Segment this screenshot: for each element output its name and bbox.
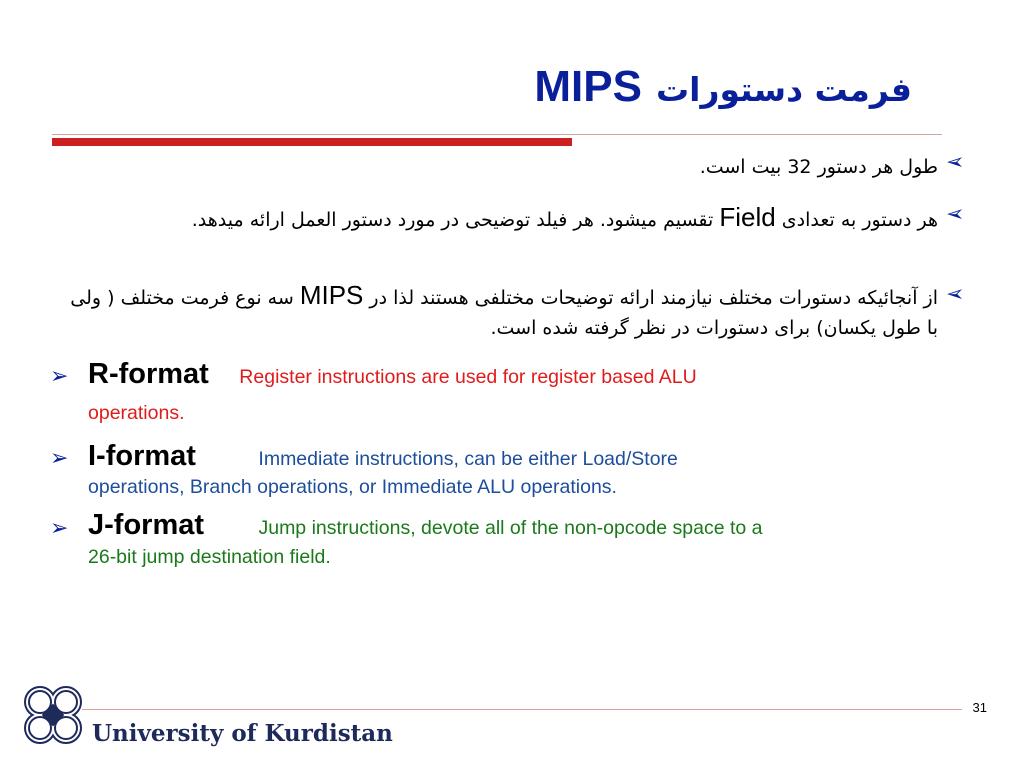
i-format-label: I-format <box>88 440 196 472</box>
university-logo-icon <box>18 680 88 750</box>
bullet-fa-2-part1: هر دستور به تعدادی <box>775 209 938 231</box>
i-format-desc-cont: operations, Branch operations, or Immediate ALU operations. <box>88 476 617 498</box>
title-divider-line <box>52 134 942 135</box>
title-accent-bar <box>52 138 572 146</box>
slide-title <box>534 62 912 132</box>
bullet-fa-3 <box>58 280 938 343</box>
r-format-desc: Register instructions are used for register based ALU <box>239 366 697 388</box>
bullet-fa-3-latin: MIPS <box>299 280 364 310</box>
j-format-desc-cont: 26-bit jump destination field. <box>88 546 331 568</box>
university-name: University of Kurdistan <box>92 720 393 747</box>
bullet-fa-2-latin: Field <box>719 202 776 232</box>
r-format-desc-cont: operations. <box>88 402 185 424</box>
r-format-label: R-format <box>88 358 209 390</box>
slide-title-latin: MIPS <box>534 62 642 111</box>
bullet-arrow-icon: ➢ <box>945 282 964 307</box>
bullet-arrow-icon: ➢ <box>50 364 69 389</box>
bullet-fa-1 <box>118 152 938 182</box>
bullet-fa-3-part2: سه نوع فرمت مختلف ( ولی با طول یکسان) برای دستورات در نظر گرفته شده است. <box>70 287 938 339</box>
j-format-label: J-format <box>88 509 205 541</box>
bullet-fa-2 <box>98 202 938 235</box>
bullet-arrow-icon: ➢ <box>50 516 69 541</box>
page-number: 31 <box>972 700 987 715</box>
bullet-arrow-icon: ➢ <box>50 446 69 471</box>
footer-divider-line <box>82 709 962 710</box>
i-format-desc: Immediate instructions, can be either Load/Store <box>258 448 678 470</box>
slide-title-persian: فرمت دستورات <box>655 70 912 109</box>
j-format-line1 <box>88 509 763 542</box>
r-format-line1 <box>88 358 697 391</box>
bullet-fa-2-part2: تقسیم میشود. هر فیلد توضیحی در مورد دستور العمل ارائه میدهد. <box>191 209 720 231</box>
bullet-arrow-icon: ➢ <box>945 202 964 227</box>
bullet-arrow-icon: ➢ <box>945 150 964 175</box>
bullet-fa-3-part1: از آنجائیکه دستورات مختلف نیازمند ارائه توضیحات مختلفی هستند لذا در <box>363 287 938 309</box>
j-format-desc: Jump instructions, devote all of the non-opcode space to a <box>258 517 763 539</box>
i-format-line1 <box>88 440 678 473</box>
bullet-fa-1-text: طول هر دستور 32 بیت است. <box>699 156 938 178</box>
